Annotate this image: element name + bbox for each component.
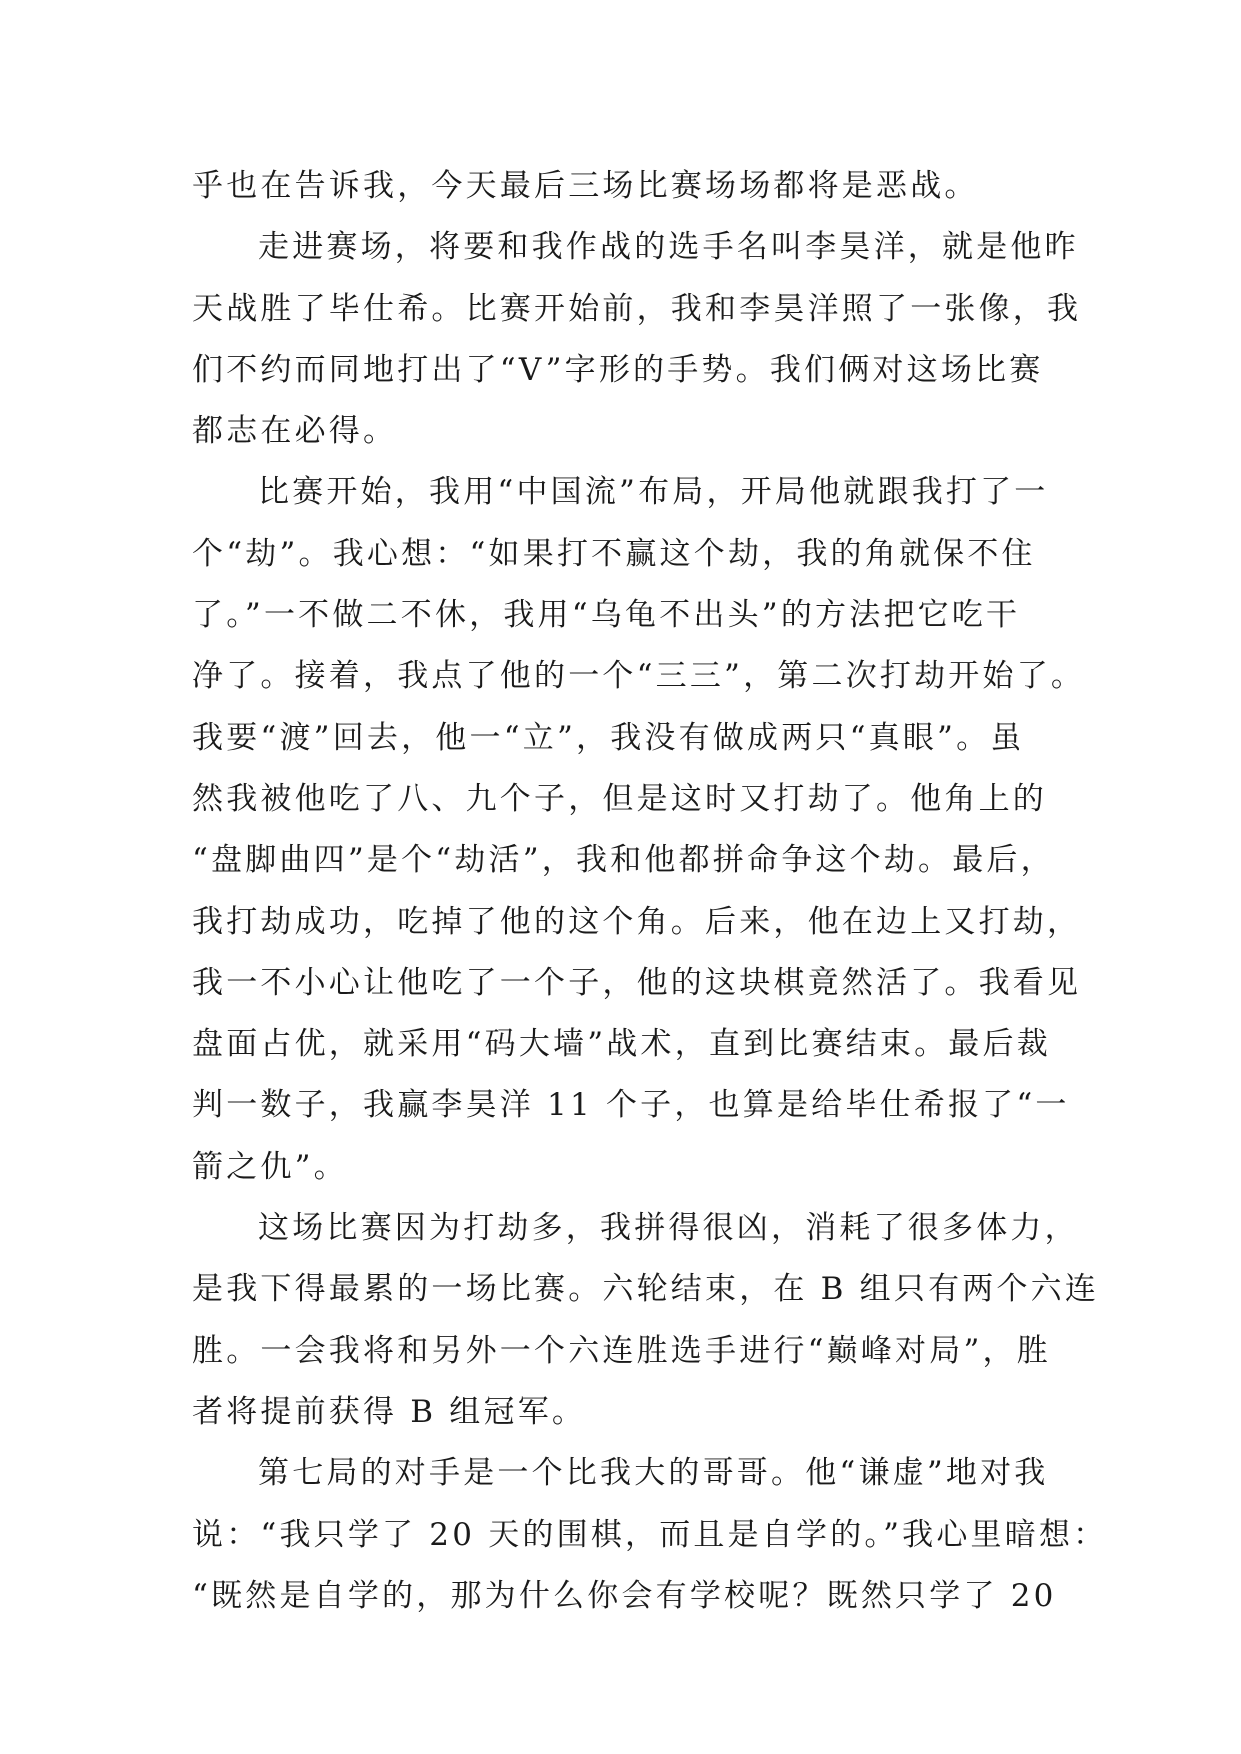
text-line: 都志在必得。 xyxy=(192,413,398,450)
text-line: 盘面占优，就采用“码大墙”战术，直到比赛结束。最后裁 xyxy=(192,1026,1051,1063)
text-line: 们不约而同地打出了“V”字形的手势。我们俩对这场比赛 xyxy=(192,351,1044,388)
text-line: “既然是自学的，那为什么你会有学校呢？既然只学了 20 xyxy=(192,1577,1057,1614)
text-line: 我打劫成功，吃掉了他的这个角。后来，他在边上又打劫， xyxy=(192,903,1082,940)
text-line: 者将提前获得 B 组冠军。 xyxy=(192,1393,587,1430)
text-line: 我一不小心让他吃了一个子，他的这块棋竟然活了。我看见 xyxy=(192,964,1082,1001)
text-line: 是我下得最累的一场比赛。六轮结束，在 B 组只有两个六连 xyxy=(192,1271,1100,1308)
text-line: 净了。接着，我点了他的一个“三三”，第二次打劫开始了。 xyxy=(192,658,1086,695)
text-line: 判一数子，我赢李昊洋 11 个子，也算是给毕仕希报了“一 xyxy=(192,1087,1070,1124)
text-line: 个“劫”。我心想：“如果打不赢这个劫，我的角就保不住 xyxy=(192,535,1036,572)
text-line: 比赛开始，我用“中国流”布局，开局他就跟我打了一 xyxy=(258,474,1049,511)
text-line: 胜。一会我将和另外一个六连胜选手进行“巅峰对局”，胜 xyxy=(192,1332,1051,1369)
text-line: 这场比赛因为打劫多，我拼得很凶，消耗了很多体力， xyxy=(258,1210,1079,1247)
text-line: 天战胜了毕仕希。比赛开始前，我和李昊洋照了一张像，我 xyxy=(192,290,1082,327)
text-line: 走进赛场，将要和我作战的选手名叫李昊洋，就是他昨 xyxy=(258,229,1079,266)
text-line: 然我被他吃了八、九个子，但是这时又打劫了。他角上的 xyxy=(192,780,1047,817)
text-line: “盘脚曲四”是个“劫活”，我和他都拼命争这个劫。最后， xyxy=(192,842,1055,879)
text-line: 说：“我只学了 20 天的围棋，而且是自学的。”我心里暗想： xyxy=(192,1516,1108,1553)
text-line: 乎也在告诉我，今天最后三场比赛场场都将是恶战。 xyxy=(192,168,979,204)
text-line: 箭之仇”。 xyxy=(192,1148,348,1185)
text-line: 了。”一不做二不休，我用“乌龟不出头”的方法把它吃干 xyxy=(192,597,1021,634)
text-line: 我要“渡”回去，他一“立”，我没有做成两只“真眼”。虽 xyxy=(192,719,1025,756)
text-line: 第七局的对手是一个比我大的哥哥。他“谦虚”地对我 xyxy=(258,1455,1049,1492)
body-text xyxy=(192,156,1108,1627)
